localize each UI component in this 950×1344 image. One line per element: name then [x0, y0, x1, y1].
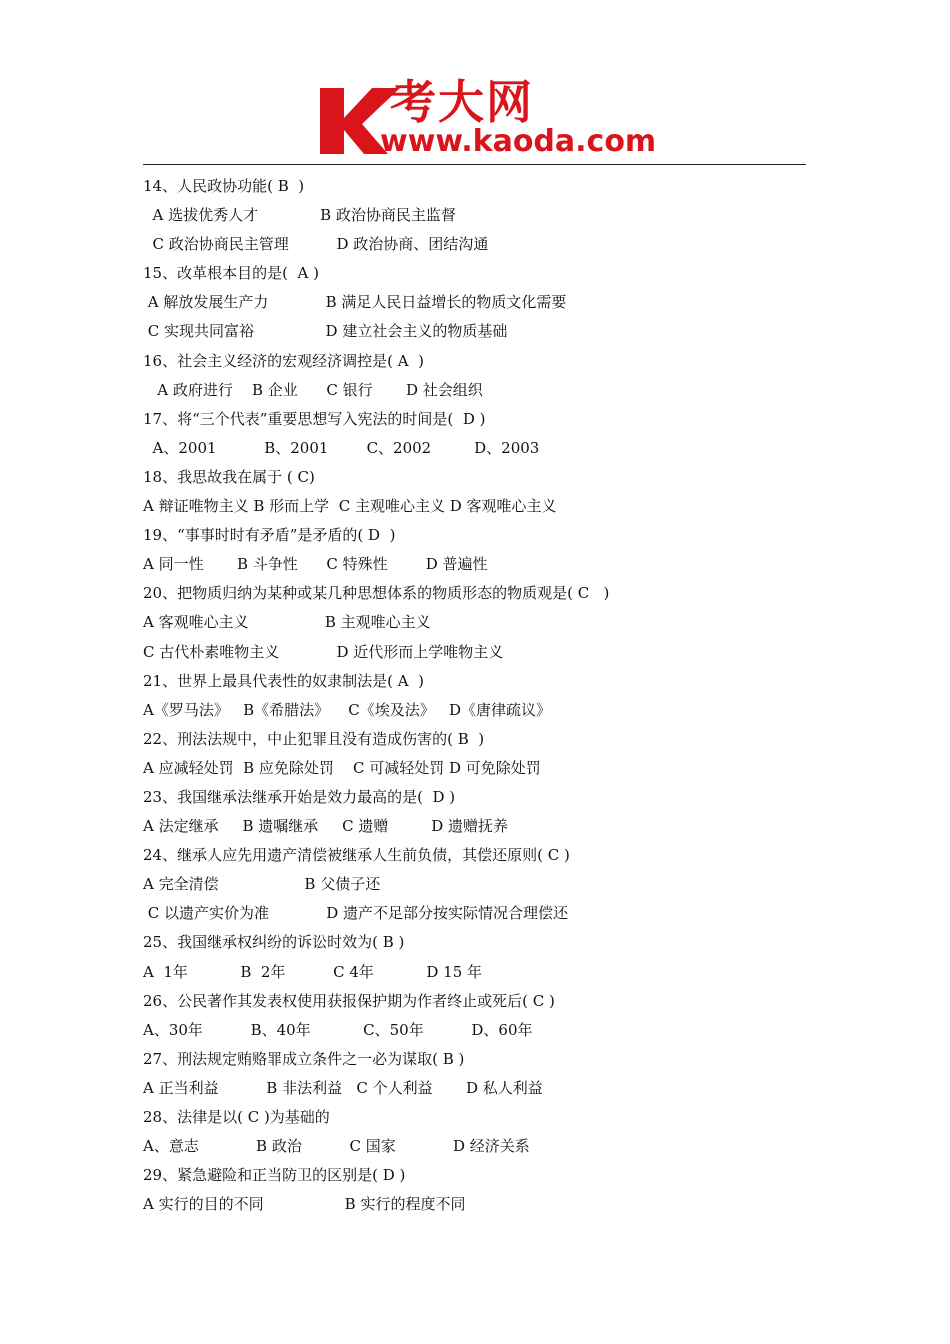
logo-url: www.kaoda.com: [380, 124, 657, 159]
options-line: A 实行的目的不同 B 实行的程度不同: [143, 1195, 466, 1214]
question-line: 29、紧急避险和正当防卫的区别是( D ): [143, 1166, 406, 1185]
question-line: 15、改革根本目的是( A ): [143, 264, 319, 283]
question-line: 24、继承人应先用遗产清偿被继承人生前负债，其偿还原则( C ): [143, 846, 570, 865]
logo-chinese-name: 考大网: [390, 75, 534, 129]
options-line: A 政府进行 B 企业 C 银行 D 社会组织: [143, 380, 483, 399]
question-line: 28、法律是以( C )为基础的: [143, 1108, 330, 1126]
options-line: A 完全清偿 B 父债子还: [143, 875, 381, 894]
options-line: A、意志 B 政治 C 国家 D 经济关系: [143, 1137, 530, 1156]
question-line: 25、我国继承权纠纷的诉讼时效为( B ): [143, 933, 405, 952]
question-line: 18、我思故我在属于 ( C): [143, 467, 315, 486]
question-list: [143, 172, 806, 1219]
options-line: A 解放发展生产力 B 满足人民日益增长的物质文化需要: [143, 293, 567, 312]
options-line: C 政治协商民主管理 D 政治协商、团结沟通: [143, 235, 489, 254]
options-line: A 应减轻处罚 B 应免除处罚 C 可减轻处罚 D 可免除处罚: [143, 758, 541, 777]
options-line: A 客观唯心主义 B 主观唯心主义: [143, 613, 431, 632]
options-line: A 1年 B 2年 C 4年 D 15 年: [143, 962, 483, 981]
kaoda-logo: [318, 75, 657, 160]
options-line: C 古代朴素唯物主义 D 近代形而上学唯物主义: [143, 642, 504, 661]
options-line: C 实现共同富裕 D 建立社会主义的物质基础: [143, 322, 508, 341]
question-line: 16、社会主义经济的宏观经济调控是( A ): [143, 351, 424, 370]
options-line: A 选拔优秀人才 B 政治协商民主监督: [143, 206, 456, 225]
header-divider: [143, 164, 806, 165]
options-line: A、30年 B、40年 C、50年 D、60年: [143, 1020, 533, 1039]
options-line: C 以遗产实价为准 D 遗产不足部分按实际情况合理偿还: [143, 904, 569, 923]
options-line: A《罗马法》 B《希腊法》 C《埃及法》 D《唐律疏议》: [143, 700, 552, 719]
question-line: 17、将“三个代表”重要思想写入宪法的时间是( D ): [143, 409, 486, 428]
question-line: 19、“事事时时有矛盾”是矛盾的( D ): [143, 526, 396, 545]
options-line: A 法定继承 B 遗嘱继承 C 遗赠 D 遗赠抚养: [143, 817, 509, 836]
options-line: A 辩证唯物主义 B 形而上学 C 主观唯心主义 D 客观唯心主义: [143, 497, 557, 516]
options-line: A 正当利益 B 非法利益 C 个人利益 D 私人利益: [143, 1078, 543, 1097]
question-line: 22、刑法法规中，中止犯罪且没有造成伤害的( B ): [143, 729, 485, 748]
question-line: 26、公民著作其发表权使用获报保护期为作者终止或死后( C ): [143, 991, 555, 1010]
question-line: 21、世界上最具代表性的奴隶制法是( A ): [143, 671, 424, 690]
options-line: A 同一性 B 斗争性 C 特殊性 D 普遍性: [143, 555, 488, 574]
question-line: 27、刑法规定贿赂罪成立条件之一必为谋取( B ): [143, 1049, 465, 1068]
question-line: 14、人民政协功能( B ): [143, 177, 305, 195]
options-line: A、2001 B、2001 C、2002 D、2003: [143, 438, 540, 457]
question-line: 23、我国继承法继承开始是效力最高的是( D ): [143, 787, 456, 806]
question-line: 20、把物质归纳为某种或某几种思想体系的物质形态的物质观是( C ): [143, 584, 610, 603]
